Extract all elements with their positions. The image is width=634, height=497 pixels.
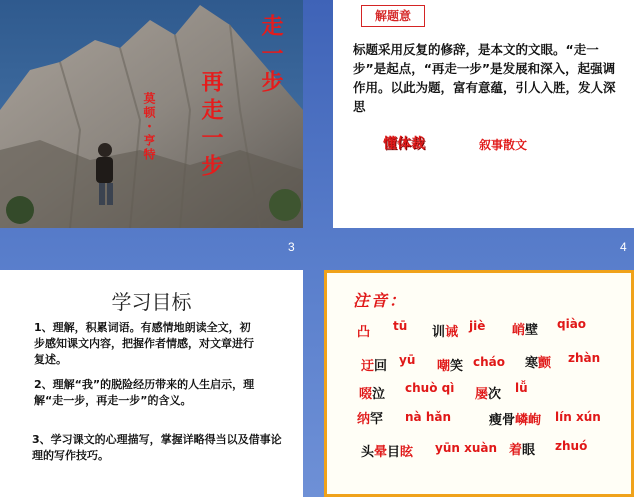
pinyin-chuoqi: chuò qì [405,381,455,395]
word-touyunmuxuan: 头晕目眩 [361,445,414,460]
title-part1: 走一步 [258,14,284,98]
pinyin-linxun: lín xún [555,410,601,424]
slide-3-photo[interactable] [0,0,303,228]
word-hanzhan: 寒颤 [525,356,552,371]
pinyin-tu: tū [393,319,408,333]
word-tu: 凸 [357,325,371,340]
pinyin-lv: lǚ [515,381,528,395]
genre-label: 懂体裁 [383,136,425,152]
slide-4-number: 4 [620,240,627,254]
pinyin-qiao: qiào [557,317,587,331]
word-yuhui: 迂回 [361,359,388,374]
word-chaoxiao: 嘲笑 [437,359,464,374]
title-explanation: 标题采用反复的修辞，是本文的文眼。“走一步”是起点，“再走一步”是发展和深入，起强调作用。以此为题，富有意蕴，引人入胜，发人深思 [353,42,616,114]
pinyin-yu: yū [399,353,416,367]
genre-value: 叙事散文 [479,138,528,152]
slide-5-objectives[interactable] [0,270,303,497]
word-nahan: 纳罕 [357,412,384,427]
word-xunjie: 训诫 [432,325,459,340]
topic-tag: 解题意 [361,5,425,27]
pinyin-jie: jiè [469,319,486,333]
pronunciation-heading: 注音： [353,291,408,310]
slide-6-pronunciation[interactable] [324,270,634,497]
word-zhuoyan: 着眼 [509,443,536,458]
pinyin-yunxuan: yūn xuàn [435,441,498,455]
objective-1: 1、理解，积累词语。有感情地朗读全文，初步感知课文内容，把握作者情感，对文章进行复述。 [34,321,254,366]
word-qiaobi: 峭壁 [512,323,539,338]
author-name: 莫顿・亨特 [142,92,156,162]
word-shougulinxun: 瘦骨嶙峋 [489,413,542,428]
word-lvci: 屡次 [475,387,502,402]
slide-4[interactable] [333,0,634,228]
pinyin-zhan: zhàn [568,351,601,365]
pinyin-nahan: nà hǎn [405,410,452,424]
pinyin-chao: cháo [473,355,505,369]
title-part2: 再走一步 [198,70,224,182]
word-chuoqi: 啜泣 [359,387,386,402]
slide-3-number: 3 [288,240,295,254]
pinyin-zhuo: zhuó [555,439,588,453]
objective-2: 2、理解“我”的脱险经历带来的人生启示，理解“走一步，再走一步”的含义。 [34,378,255,407]
objectives-title: 学习目标 [111,290,192,314]
objective-3: 3、学习课文的心理描写，掌握详略得当以及借事论理的写作技巧。 [32,433,282,462]
